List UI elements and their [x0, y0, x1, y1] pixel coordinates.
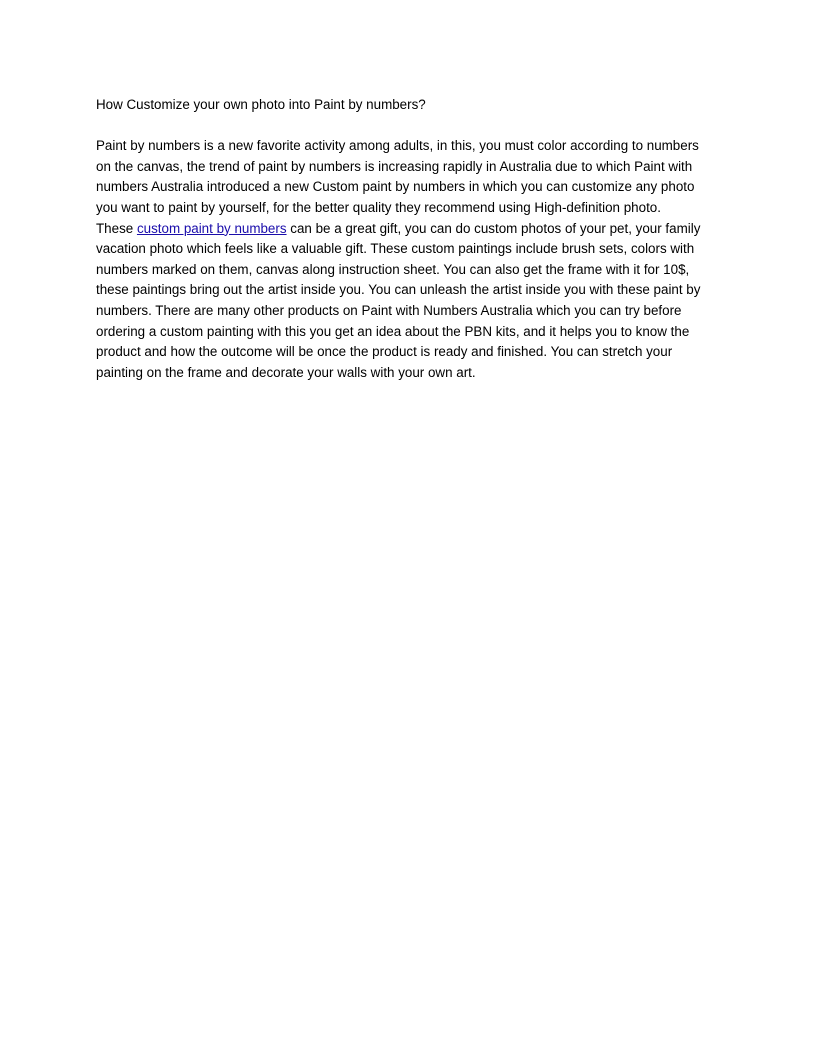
document-title: How Customize your own photo into Paint by numbers? — [96, 97, 426, 112]
paragraph-line: painting on the frame and decorate your walls with your own art. — [96, 364, 476, 380]
link-trail-text: can be a great gift, you can do custom photos of your pet, your family — [286, 220, 701, 236]
paragraph-line: product and how the outcome will be once the product is ready and finished. You can stretch your — [96, 344, 673, 360]
paragraph-line: numbers marked on them, canvas along instruction sheet. You can also get the frame with it for 10$, — [96, 261, 690, 277]
link-lead-text: These — [96, 220, 137, 236]
paragraph-line: numbers. There are many other products on Paint with Numbers Australia which you can try before — [96, 302, 682, 318]
paragraph-line: on the canvas, the trend of paint by numbers is increasing rapidly in Australia due to which Paint with — [96, 158, 693, 174]
body-paragraph — [96, 136, 720, 383]
paragraph-line: you want to paint by yourself, for the better quality they recommend using High-definition photo. — [96, 199, 661, 215]
paragraph-line: numbers Australia introduced a new Custom paint by numbers in which you can customize any photo — [96, 179, 695, 195]
paragraph-line-with-link — [96, 219, 720, 240]
paragraph-line: vacation photo which feels like a valuable gift. These custom paintings include brush sets, colors with — [96, 241, 695, 257]
custom-paint-by-numbers-link[interactable]: custom paint by numbers — [136, 220, 287, 236]
paragraph-line: Paint by numbers is a new favorite activity among adults, in this, you must color according to numbers — [96, 138, 699, 154]
paragraph-line: these paintings bring out the artist inside you. You can unleash the artist inside you with these paint by — [96, 282, 701, 298]
document-content — [96, 95, 720, 383]
paragraph-line: ordering a custom painting with this you get an idea about the PBN kits, and it helps you to know the — [96, 323, 690, 339]
